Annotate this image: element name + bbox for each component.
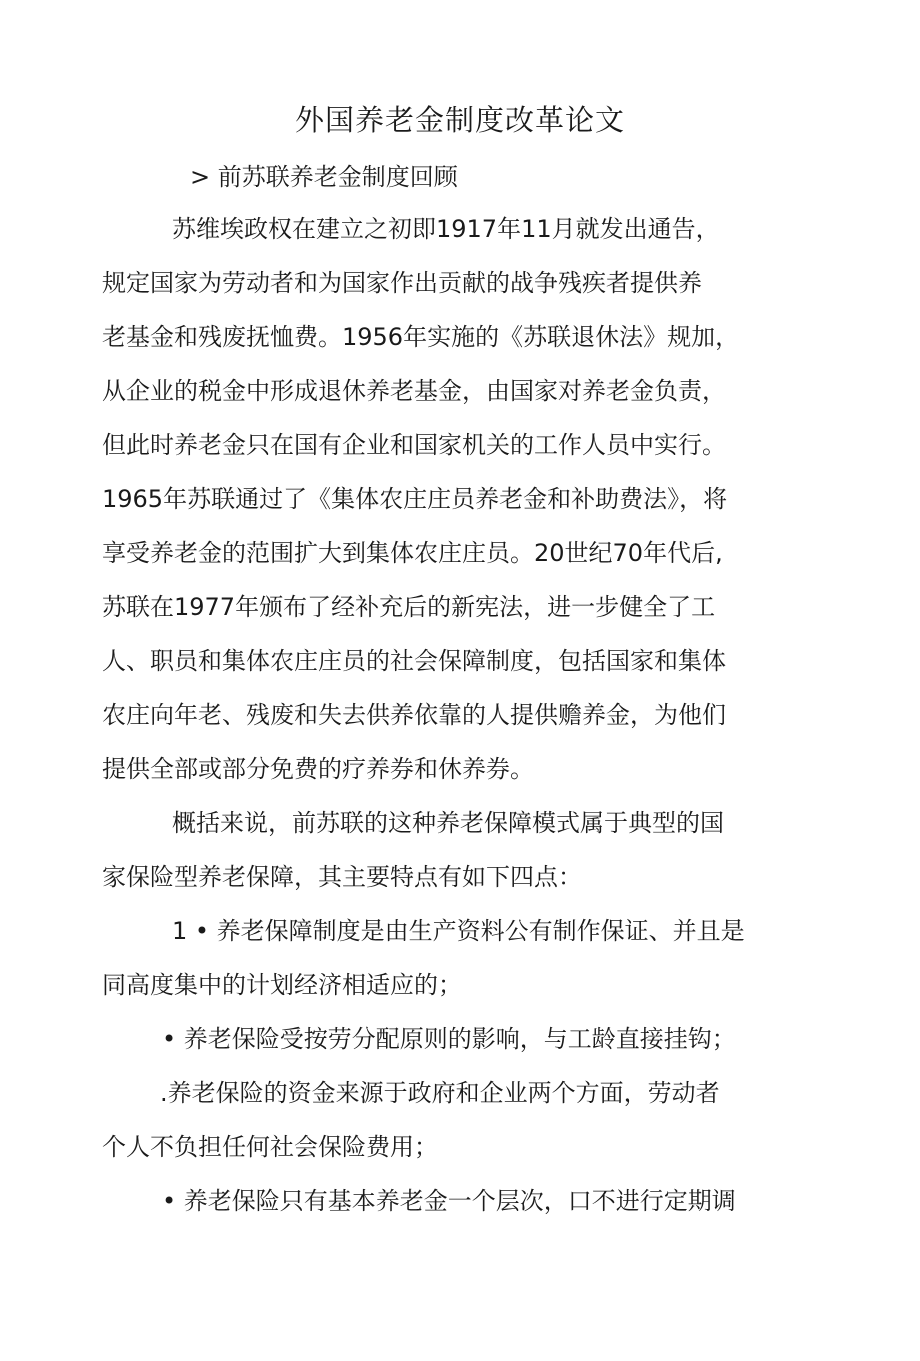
point2-line: • 养老保险受按劳分配原则的影响，与工龄直接挂钩； bbox=[162, 1025, 736, 1053]
paragraph1-line: 苏维埃政权在建立之初即1917年11月就发出通告， bbox=[172, 215, 720, 243]
section-heading: > 前苏联养老金制度回顾 bbox=[190, 163, 458, 191]
paragraph1-line: 苏联在1977年颁布了经补充后的新宪法，进一步健全了工 bbox=[102, 593, 716, 621]
paragraph1-line: 从企业的税金中形成退休养老基金，由国家对养老金负责， bbox=[102, 377, 726, 405]
point1-line: 同高度集中的计划经济相适应的； bbox=[102, 971, 462, 999]
paragraph2-line: 概括来说，前苏联的这种养老保障模式属于典型的国 bbox=[172, 809, 724, 837]
paragraph1-line: 但此时养老金只在国有企业和国家机关的工作人员中实行。 bbox=[102, 431, 726, 459]
point4-line: • 养老保险只有基本养老金一个层次，口不进行定期调 bbox=[162, 1187, 736, 1215]
paragraph1-line: 1965年苏联通过了《集体农庄庄员养老金和补助费法》，将 bbox=[102, 485, 728, 513]
paragraph1-line: 农庄向年老、残废和失去供养依靠的人提供赡养金，为他们 bbox=[102, 701, 726, 729]
paragraph1-line: 享受养老金的范围扩大到集体农庄庄员。20世纪70年代后, bbox=[102, 539, 723, 567]
point3-line: .养老保险的资金来源于政府和企业两个方面，劳动者 bbox=[160, 1079, 720, 1107]
paragraph1-line: 人、职员和集体农庄庄员的社会保障制度，包括国家和集体 bbox=[102, 647, 726, 675]
point1-line: 1 • 养老保障制度是由生产资料公有制作保证、并且是 bbox=[172, 917, 745, 945]
paragraph1-line: 规定国家为劳动者和为国家作出贡献的战争残疾者提供养 bbox=[102, 269, 702, 297]
point3-line: 个人不负担任何社会保险费用； bbox=[102, 1133, 438, 1161]
document-title: 外国养老金制度改革论文 bbox=[294, 103, 625, 137]
paragraph1-line: 提供全部或部分免费的疗养券和休养券。 bbox=[102, 755, 534, 783]
paragraph2-line: 家保险型养老保障，其主要特点有如下四点： bbox=[102, 863, 582, 891]
paragraph1-line: 老基金和残废抚恤费。1956年实施的《苏联退休法》规加， bbox=[102, 323, 740, 351]
